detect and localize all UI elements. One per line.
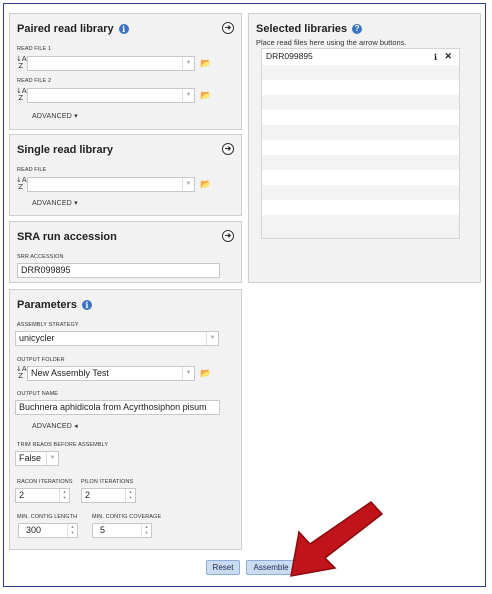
folder-icon[interactable]: 📂: [200, 179, 212, 189]
racon-iterations-label: RACON ITERATIONS: [17, 479, 73, 485]
single-read-library-panel: [9, 134, 242, 216]
parameters-panel: [9, 289, 242, 550]
trim-reads-select[interactable]: False ▼: [15, 451, 59, 466]
sort-icon[interactable]: ↓A Z: [16, 87, 27, 102]
output-folder-label: OUTPUT FOLDER: [17, 357, 65, 363]
stepper-arrows-icon[interactable]: ▲ ▼: [125, 489, 135, 502]
single-advanced-toggle[interactable]: ADVANCED ▾: [32, 200, 78, 207]
pilon-iterations-stepper[interactable]: 2 ▲ ▼: [81, 488, 136, 503]
read-file-label: READ FILE: [17, 167, 47, 173]
empty-row: [262, 200, 459, 215]
parameters-advanced-toggle[interactable]: ADVANCED ◂: [32, 423, 78, 430]
empty-row: [262, 95, 459, 110]
racon-iterations-stepper[interactable]: 2 ▲ ▼: [15, 488, 70, 503]
min-contig-coverage-label: MIN. CONTIG COVERAGE: [92, 514, 162, 520]
trim-reads-label: TRIM READS BEFORE ASSEMBLY: [17, 442, 109, 448]
empty-row: [262, 125, 459, 140]
list-item[interactable]: [262, 49, 459, 65]
folder-icon[interactable]: 📂: [200, 368, 212, 378]
help-icon[interactable]: ?: [352, 24, 362, 34]
chevron-down-icon: ▼: [182, 57, 194, 70]
sort-icon[interactable]: ↓A Z: [16, 55, 27, 70]
info-icon[interactable]: i: [119, 24, 129, 34]
selected-libraries-hint: Place read files here using the arrow buttons.: [256, 38, 407, 47]
chevron-down-icon: ▼: [182, 367, 194, 380]
read-file-1-label: READ FILE 1: [17, 46, 52, 52]
reset-button[interactable]: Reset: [206, 560, 240, 575]
chevron-down-icon: ▼: [182, 89, 194, 102]
min-contig-length-stepper[interactable]: 300 ▲ ▼: [18, 523, 78, 538]
red-arrow-annotation: [283, 500, 383, 580]
folder-icon[interactable]: 📂: [200, 90, 212, 100]
sort-icon[interactable]: ↓A Z: [16, 176, 27, 191]
empty-row: [262, 215, 459, 230]
folder-icon[interactable]: 📂: [200, 58, 212, 68]
add-single-arrow-button[interactable]: ➜: [222, 143, 234, 155]
min-contig-length-label: MIN. CONTIG LENGTH: [17, 514, 78, 520]
empty-row: [262, 170, 459, 185]
read-file-2-select[interactable]: [27, 88, 195, 103]
chevron-down-icon: ▼: [206, 332, 218, 345]
srr-accession-label: SRR ACCESSION: [17, 254, 64, 260]
pilon-iterations-label: PILON ITERATIONS: [81, 479, 134, 485]
output-name-label: OUTPUT NAME: [17, 391, 59, 397]
min-contig-coverage-stepper[interactable]: 5 ▲ ▼: [92, 523, 152, 538]
parameters-title: Parameters: [17, 299, 77, 311]
selected-libraries-panel: [248, 13, 481, 283]
read-file-1-select[interactable]: [27, 56, 195, 71]
empty-row: [262, 65, 459, 80]
selected-libraries-title: Selected libraries: [256, 23, 348, 35]
output-folder-select[interactable]: New Assembly Test ▼: [27, 366, 195, 381]
assembly-form: [3, 3, 486, 587]
stepper-arrows-icon[interactable]: ▲ ▼: [67, 524, 77, 537]
chevron-down-icon: ▼: [182, 178, 194, 191]
stepper-arrows-icon[interactable]: ▲ ▼: [141, 524, 151, 537]
assembly-strategy-label: ASSEMBLY STRATEGY: [17, 322, 79, 328]
assemble-button[interactable]: Assemble: [246, 560, 296, 575]
add-paired-arrow-button[interactable]: ➜: [222, 22, 234, 34]
output-name-input[interactable]: Buchnera aphidicola from Acyrthosiphon pisum: [15, 400, 220, 415]
paired-advanced-toggle[interactable]: ADVANCED ▾: [32, 113, 78, 120]
add-sra-arrow-button[interactable]: ➜: [222, 230, 234, 242]
single-read-library-title: Single read library: [17, 144, 113, 156]
info-icon[interactable]: i: [433, 52, 437, 62]
read-file-select[interactable]: [27, 177, 195, 192]
paired-read-library-title: Paired read library: [17, 23, 114, 35]
info-icon[interactable]: i: [82, 300, 92, 310]
selected-libraries-list: [261, 48, 460, 239]
srr-accession-input[interactable]: DRR099895: [17, 263, 220, 278]
close-icon[interactable]: ✕: [444, 51, 452, 61]
stepper-arrows-icon[interactable]: ▲ ▼: [59, 489, 69, 502]
empty-row: [262, 155, 459, 170]
paired-read-library-panel: [9, 13, 242, 130]
empty-row: [262, 185, 459, 200]
library-name: DRR099895: [266, 51, 313, 61]
assembly-strategy-select[interactable]: unicycler ▼: [15, 331, 219, 346]
sra-run-accession-panel: [9, 221, 242, 283]
read-file-2-label: READ FILE 2: [17, 78, 52, 84]
chevron-down-icon: ▼: [46, 452, 58, 465]
sort-icon[interactable]: ↓A Z: [16, 365, 27, 380]
sra-run-accession-title: SRA run accession: [17, 231, 117, 243]
empty-row: [262, 80, 459, 95]
empty-row: [262, 140, 459, 155]
empty-row: [262, 110, 459, 125]
